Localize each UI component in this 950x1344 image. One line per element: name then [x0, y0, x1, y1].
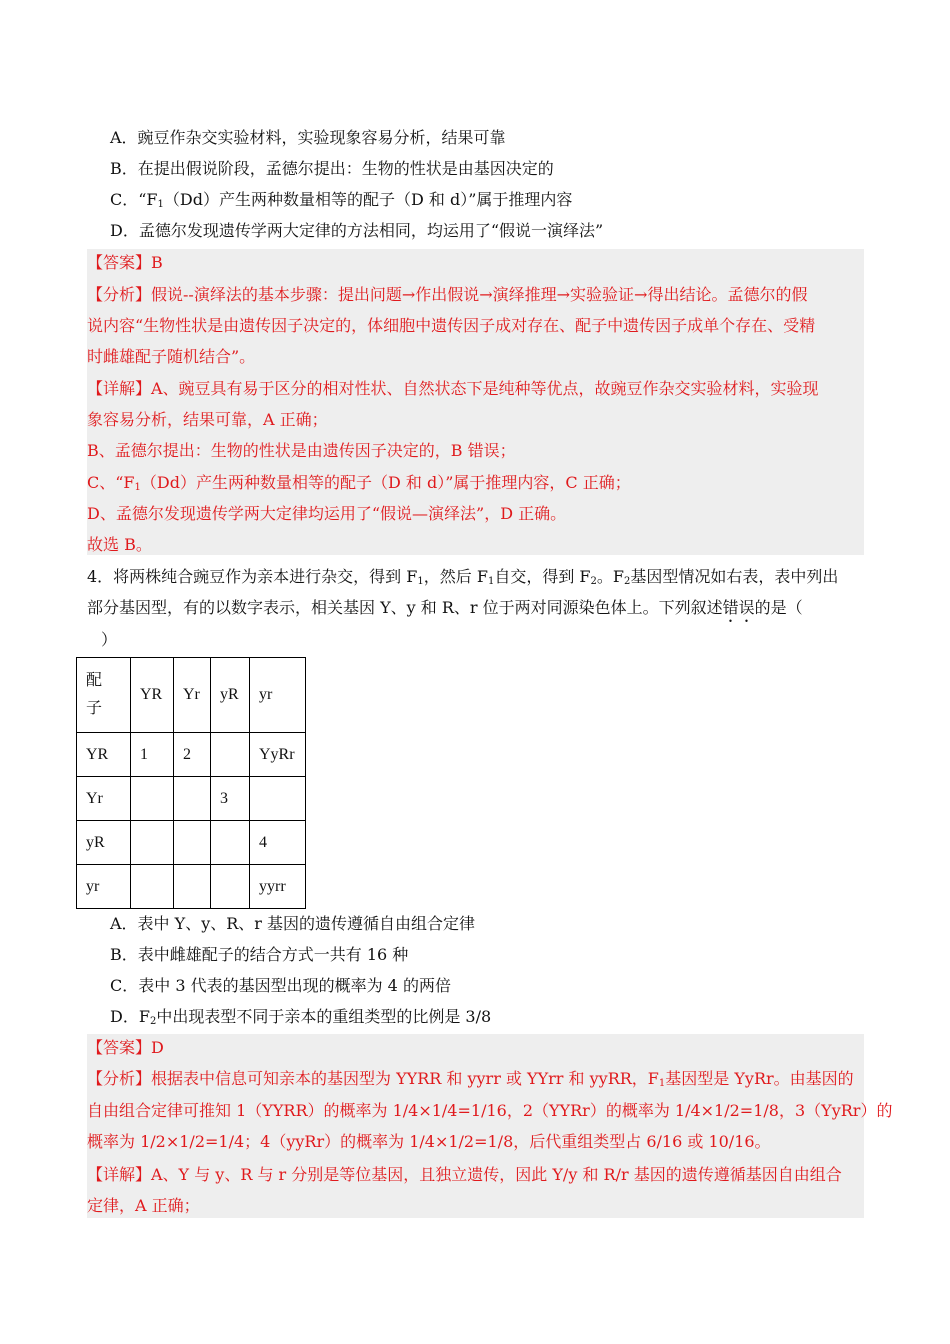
q4-option-b: B．表中雌雄配子的结合方式一共有 16 种 — [110, 945, 409, 964]
table-cell: 2 — [174, 733, 211, 777]
q4-analysis-line-2: 自由组合定律可推知 1（YYRR）的概率为 1/4×1/4=1/16，2（YYRr）的概率为 1/4×1/2=1/8，3（YyRr）的 — [87, 1101, 893, 1120]
table-cell: yyrr — [250, 865, 306, 909]
table-header-row — [77, 658, 306, 733]
table-header-cell: YR — [131, 658, 174, 733]
table-cell — [174, 821, 211, 865]
q4-analysis-line-1: 【分析】根据表中信息可知亲本的基因型为 YYRR 和 yyrr 或 YYrr 和 yyRR，$F_1$基因型是 YyRr。由基因的 — [87, 1069, 854, 1089]
table-cell: 1 — [131, 733, 174, 777]
q4-stem-line-1: 4．将两株纯合豌豆作为亲本进行杂交，得到 $F_1$，然后 $F_1$自交，得到 $F_2$。$F_2$基因型情况如右表，表中列出 — [87, 567, 839, 587]
q3-analysis-line-1: 【分析】假说--演绎法的基本步骤：提出问题→作出假说→演绎推理→实验验证→得出结论。孟德尔的假 — [87, 285, 808, 304]
table-row — [77, 865, 306, 909]
q4-option-c: C．表中 3 代表的基因型出现的概率为 4 的两倍 — [110, 976, 451, 995]
q4-stem-line-2: 部分基因型，有的以数字表示，相关基因 Y、y 和 R、r 位于两对同源染色体上。下列叙述错误的是（ — [87, 598, 803, 617]
table-cell — [250, 777, 306, 821]
q4-stem-line-3: ） — [101, 630, 118, 649]
table-cell: 4 — [250, 821, 306, 865]
q4-option-a: A．表中 Y、y、R、r 基因的遗传遵循自由组合定律 — [110, 914, 476, 933]
table-cell: YyRr — [250, 733, 306, 777]
emphasis-wrong: 错误 — [722, 598, 755, 617]
q4-detail-line-1: 【详解】A、Y 与 y、R 与 r 分别是等位基因，且独立遗传，因此 Y/y 和 R/r 基因的遗传遵循基因自由组合 — [87, 1165, 842, 1184]
table-row-label: yr — [77, 865, 131, 909]
q3-analysis-line-2: 说内容“生物性状是由遗传因子决定的，体细胞中遗传因子成对存在、配子中遗传因子成单个存在、受精 — [87, 316, 816, 335]
q3-option-b: B．在提出假说阶段，孟德尔提出：生物的性状是由基因决定的 — [110, 159, 554, 178]
table-cell: 3 — [211, 777, 250, 821]
table-cell — [211, 865, 250, 909]
table-row — [77, 821, 306, 865]
q3-detail-line-1: 【详解】A、豌豆具有易于区分的相对性状、自然状态下是纯种等优点，故豌豆作杂交实验材料，实验现 — [87, 379, 819, 398]
q3-conclusion: 故选 B。 — [87, 535, 152, 554]
table-cell — [174, 865, 211, 909]
q3-detail-line-2: 象容易分析，结果可靠，A 正确； — [87, 410, 328, 429]
table-corner-cell: 配 子 — [77, 658, 131, 733]
table-header-cell: yr — [250, 658, 306, 733]
table-cell — [131, 865, 174, 909]
table-header-cell: yR — [211, 658, 250, 733]
q4-analysis-line-3: 概率为 1/2×1/2=1/4；4（yyRr）的概率为 1/4×1/2=1/8，后代重组类型占 6/16 或 10/16。 — [87, 1132, 771, 1151]
q3-option-c: C．“$F_1(Dd)$产生两种数量相等的配子（D 和 d）”属于推理内容 — [110, 190, 573, 210]
table-row — [77, 777, 306, 821]
genotype-table — [76, 657, 306, 909]
q4-detail-line-2: 定律，A 正确； — [87, 1196, 200, 1215]
q3-option-a: A．豌豆作杂交实验材料，实验现象容易分析，结果可靠 — [110, 128, 506, 147]
table-cell — [174, 777, 211, 821]
q3-detail-b: B、孟德尔提出：生物的性状是由遗传因子决定的，B 错误； — [87, 441, 516, 460]
q3-answer: 【答案】B — [87, 253, 163, 272]
q4-option-d: D．$F_2$中出现表型不同于亲本的重组类型的比例是 3/8 — [110, 1007, 492, 1027]
q3-option-d: D．孟德尔发现遗传学两大定律的方法相同，均运用了“假说一演绎法” — [110, 221, 604, 240]
table-cell — [211, 821, 250, 865]
table-cell — [131, 821, 174, 865]
table-cell — [211, 733, 250, 777]
q4-answer-block — [87, 1034, 864, 1218]
q4-answer: 【答案】D — [87, 1038, 164, 1057]
table-row — [77, 733, 306, 777]
table-row-label: Yr — [77, 777, 131, 821]
table-row-label: yR — [77, 821, 131, 865]
table-header-cell: Yr — [174, 658, 211, 733]
q3-analysis-line-3: 时雌雄配子随机结合”。 — [87, 347, 256, 366]
q3-detail-d: D、孟德尔发现遗传学两大定律均运用了“假说—演绎法”，D 正确。 — [87, 504, 567, 523]
table-row-label: YR — [77, 733, 131, 777]
table-cell — [131, 777, 174, 821]
q3-detail-c: C、“$F_1(Dd)$产生两种数量相等的配子（D 和 d）”属于推理内容，C 正确； — [87, 473, 631, 493]
